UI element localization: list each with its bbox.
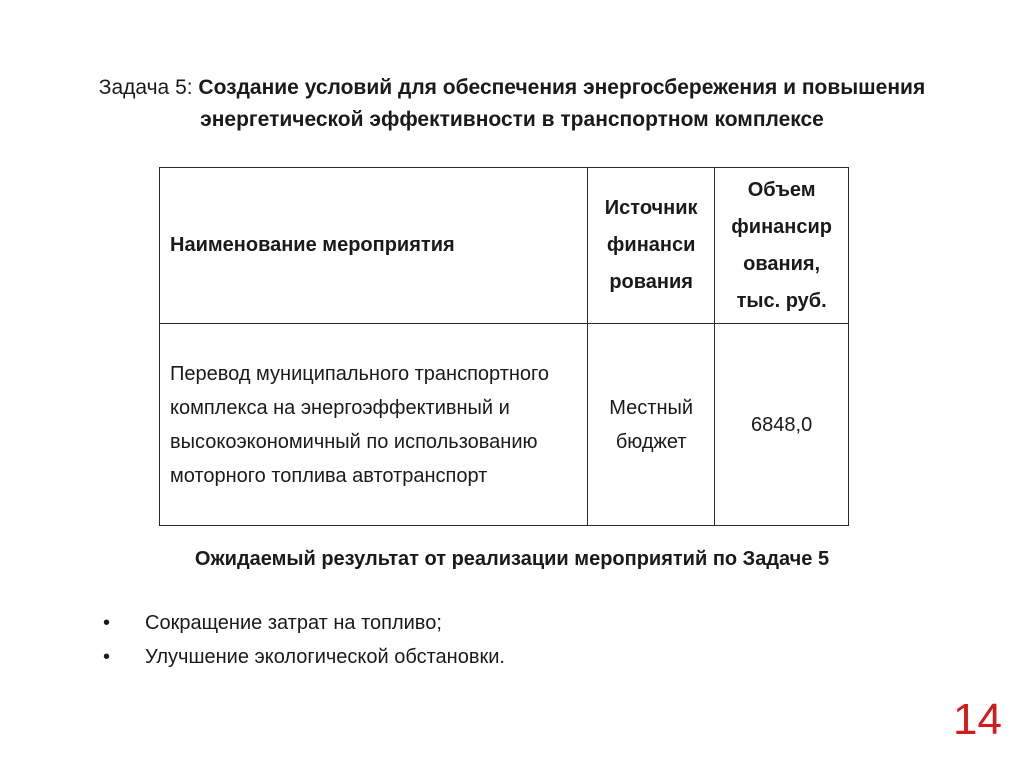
funding-table <box>159 167 849 526</box>
cell-volume: 6848,0 <box>715 324 849 526</box>
table-header-row <box>160 168 849 324</box>
bullet-icon: • <box>103 612 111 634</box>
header-volume: Объем финансир ования, тыс. руб. <box>715 168 849 324</box>
bullet-icon: • <box>103 646 111 668</box>
page-number: 14 <box>953 695 1002 744</box>
title-prefix: Задача 5: <box>98 76 199 99</box>
list-item <box>103 606 505 640</box>
results-heading: Ожидаемый результат от реализации мероприятий по Задаче 5 <box>194 548 830 570</box>
title-bold: Создание условий для обеспечения энергосбережения и повышения энергетической эффективности в транспортном комплексе <box>198 76 926 131</box>
header-name: Наименование мероприятия <box>160 168 588 324</box>
results-list <box>103 606 505 674</box>
header-source: Источник финанси рования <box>588 168 715 324</box>
list-item-text: Сокращение затрат на топливо; <box>145 612 442 634</box>
table-row <box>160 324 849 526</box>
slide-title <box>40 72 984 136</box>
list-item-text: Улучшение экологической обстановки. <box>145 646 505 668</box>
list-item <box>103 640 505 674</box>
cell-name: Перевод муниципального транспортного комплекса на энергоэффективный и высокоэкономичный по использованию моторного топлива автотранспорт <box>160 324 588 526</box>
cell-source: Местный бюджет <box>588 324 715 526</box>
